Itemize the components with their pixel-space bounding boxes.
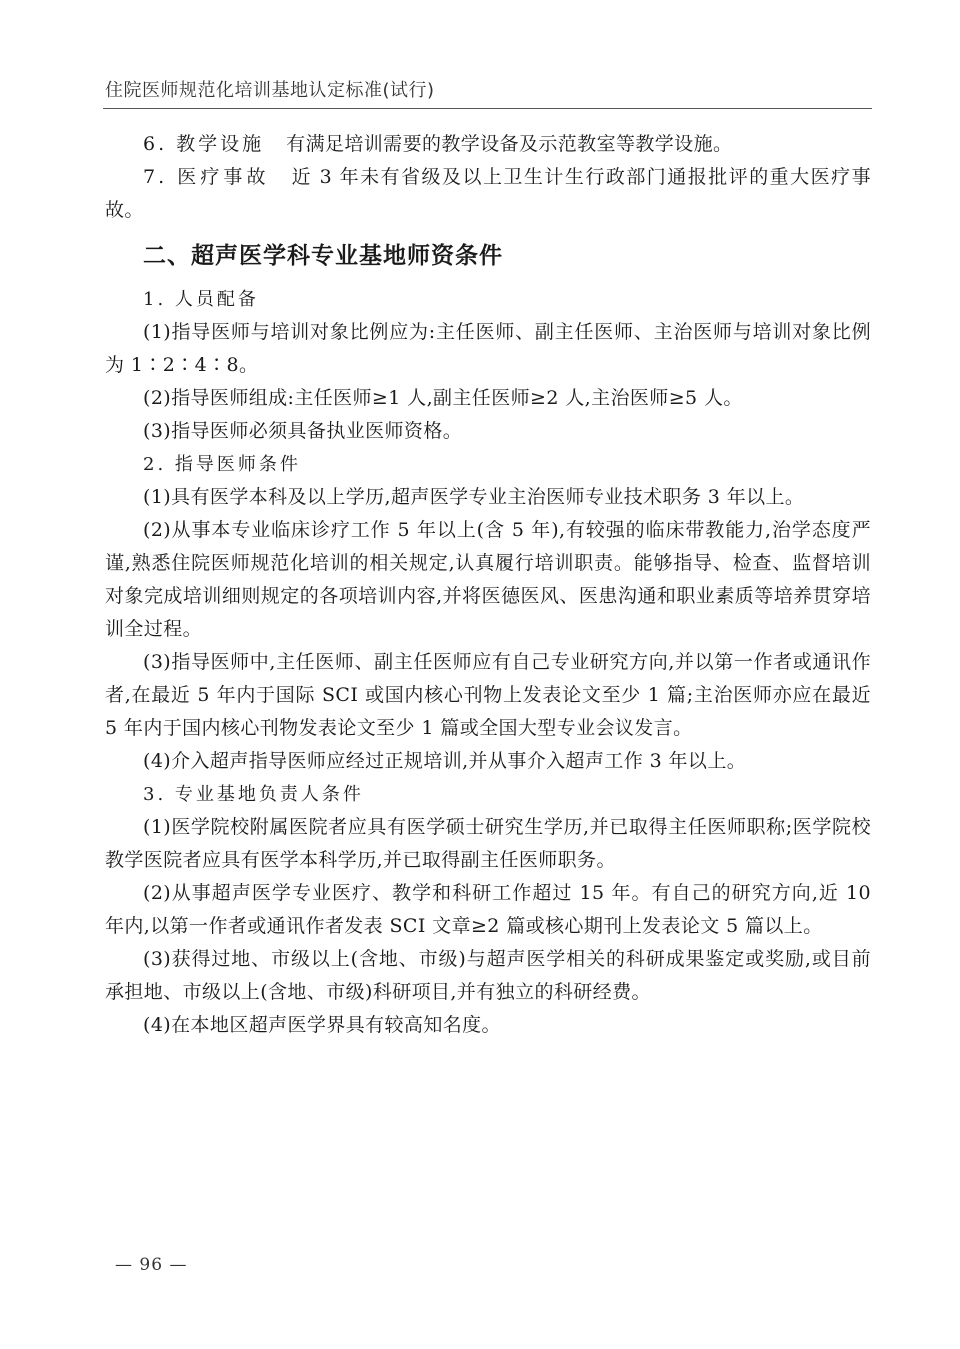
paragraph: (2)从事本专业临床诊疗工作 5 年以上(含 5 年),有较强的临床带教能力,治学态度严谨,熟悉住院医师规范化培训的相关规定,认真履行培训职责。能够指导、检查、监督培训对象完成培训细则规定的各项培训内容,并将医德医风、医患沟通和职业素质等培养贯穿培训全过程。: [105, 519, 871, 640]
intro-item-label: 7. 医疗事故: [143, 166, 270, 188]
subsection-heading-staffing: 1. 人员配备: [143, 289, 259, 310]
intro-item-medical-accidents: [105, 161, 871, 227]
paragraph: (4)在本地区超声医学界具有较高知名度。: [143, 1014, 501, 1036]
intro-item-text: 有满足培训需要的教学设备及示范教室等教学设施。: [286, 133, 733, 155]
document-body: [105, 128, 871, 1042]
paragraph: (1)指导医师与培训对象比例应为:主任医师、副主任医师、主治医师与培训对象比例为 1∶2∶4∶8。: [105, 321, 871, 376]
intro-item-text: 近 3 年未有省级及以上卫生计生行政部门通报批评的重大医疗事故。: [105, 166, 872, 221]
header-divider: [103, 108, 872, 109]
running-header: 住院医师规范化培训基地认定标准(试行): [105, 80, 435, 101]
intro-item-label: 6. 教学设施: [143, 133, 265, 155]
intro-item-teaching-facilities: [105, 128, 871, 161]
page-number: — 96 —: [115, 1255, 188, 1275]
paragraph: (3)指导医师必须具备执业医师资格。: [143, 420, 463, 442]
paragraph: (1)具有医学本科及以上学历,超声医学专业主治医师专业技术职务 3 年以上。: [143, 486, 805, 508]
subsection-heading-base-director-requirements: 3. 专业基地负责人条件: [143, 784, 364, 805]
paragraph: (2)指导医师组成:主任医师≥1 人,副主任医师≥2 人,主治医师≥5 人。: [143, 387, 743, 409]
paragraph: (3)指导医师中,主任医师、副主任医师应有自己专业研究方向,并以第一作者或通讯作者,在最近 5 年内于国际 SCI 或国内核心刊物上发表论文至少 1 篇;主治医师亦应在最近 5 年内于国内核心刊物发表论文至少 1 篇或全国大型专业会议发言。: [105, 651, 871, 739]
paragraph: (3)获得过地、市级以上(含地、市级)与超声医学相关的科研成果鉴定或奖励,或目前承担地、市级以上(含地、市级)科研项目,并有独立的科研经费。: [105, 948, 871, 1003]
paragraph: (2)从事超声医学专业医疗、教学和科研工作超过 15 年。有自己的研究方向,近 10 年内,以第一作者或通讯作者发表 SCI 文章≥2 篇或核心期刊上发表论文 5 篇以上。: [105, 882, 871, 937]
paragraph: (1)医学院校附属医院者应具有医学硕士研究生学历,并已取得主任医师职称;医学院校教学医院者应具有医学本科学历,并已取得副主任医师职务。: [105, 816, 871, 871]
subsection-heading-instructor-requirements: 2. 指导医师条件: [143, 454, 301, 475]
section-title: 二、超声医学科专业基地师资条件: [143, 243, 503, 269]
paragraph: (4)介入超声指导医师应经过正规培训,并从事介入超声工作 3 年以上。: [143, 750, 747, 772]
